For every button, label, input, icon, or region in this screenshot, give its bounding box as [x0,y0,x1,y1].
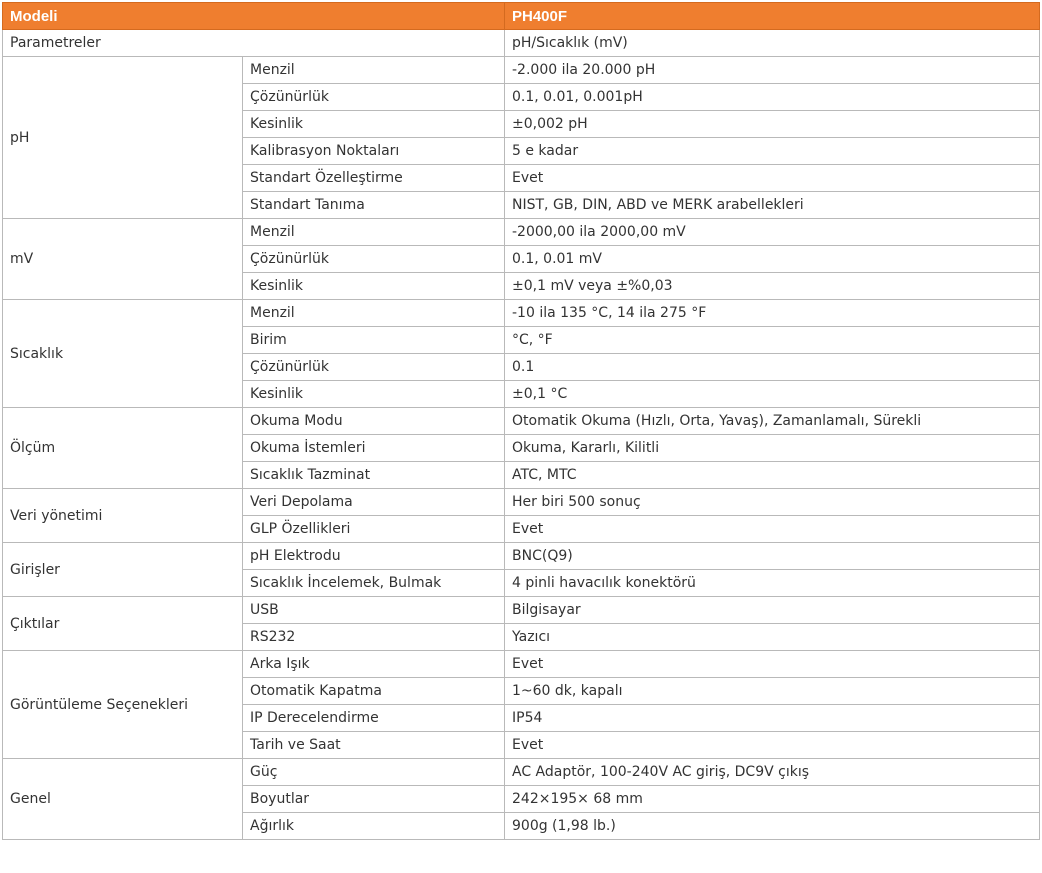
header-model-value: PH400F [505,3,1040,30]
spec-label: Sıcaklık Tazminat [243,462,505,489]
group-label: Veri yönetimi [3,489,243,543]
spec-table-body [3,3,1040,840]
spec-value: 4 pinli havacılık konektörü [505,570,1040,597]
table-row [3,597,1040,624]
group-label: Girişler [3,543,243,597]
table-row [3,651,1040,678]
spec-value: -2.000 ila 20.000 pH [505,57,1040,84]
table-row [3,543,1040,570]
spec-label: Menzil [243,57,505,84]
spec-label: Çözünürlük [243,246,505,273]
parameters-label: Parametreler [3,30,505,57]
spec-label: RS232 [243,624,505,651]
spec-value: BNC(Q9) [505,543,1040,570]
spec-label: Çözünürlük [243,84,505,111]
spec-label: Menzil [243,219,505,246]
spec-value: -10 ila 135 °C, 14 ila 275 °F [505,300,1040,327]
table-row [3,489,1040,516]
spec-label: Birim [243,327,505,354]
spec-label: Kesinlik [243,111,505,138]
spec-label: Otomatik Kapatma [243,678,505,705]
header-row [3,3,1040,30]
group-label: Çıktılar [3,597,243,651]
header-model-label: Modeli [3,3,505,30]
spec-label: Çözünürlük [243,354,505,381]
spec-label: Standart Özelleştirme [243,165,505,192]
spec-label: Tarih ve Saat [243,732,505,759]
parameters-row [3,30,1040,57]
spec-label: Standart Tanıma [243,192,505,219]
spec-value: 242×195× 68 mm [505,786,1040,813]
table-row [3,408,1040,435]
table-row [3,759,1040,786]
spec-value: Evet [505,516,1040,543]
spec-label: Veri Depolama [243,489,505,516]
spec-label: Güç [243,759,505,786]
spec-value: Bilgisayar [505,597,1040,624]
spec-label: IP Derecelendirme [243,705,505,732]
spec-label: USB [243,597,505,624]
spec-value: Evet [505,732,1040,759]
spec-label: Menzil [243,300,505,327]
spec-value: NIST, GB, DIN, ABD ve MERK arabellekleri [505,192,1040,219]
group-label: pH [3,57,243,219]
spec-value: AC Adaptör, 100-240V AC giriş, DC9V çıkış [505,759,1040,786]
group-label: mV [3,219,243,300]
spec-value: Her biri 500 sonuç [505,489,1040,516]
spec-value: 1~60 dk, kapalı [505,678,1040,705]
table-row [3,300,1040,327]
spec-label: Okuma İstemleri [243,435,505,462]
spec-value: 5 e kadar [505,138,1040,165]
spec-label: GLP Özellikleri [243,516,505,543]
spec-label: Ağırlık [243,813,505,840]
group-label: Genel [3,759,243,840]
spec-table [2,2,1040,840]
spec-label: Kesinlik [243,381,505,408]
spec-value: ±0,002 pH [505,111,1040,138]
parameters-value: pH/Sıcaklık (mV) [505,30,1040,57]
spec-label: Sıcaklık İncelemek, Bulmak [243,570,505,597]
group-label: Görüntüleme Seçenekleri [3,651,243,759]
spec-label: Okuma Modu [243,408,505,435]
spec-value: 0.1 [505,354,1040,381]
group-label: Sıcaklık [3,300,243,408]
spec-value: Evet [505,165,1040,192]
group-label: Ölçüm [3,408,243,489]
spec-value: Yazıcı [505,624,1040,651]
spec-value: °C, °F [505,327,1040,354]
spec-value: 0.1, 0.01, 0.001pH [505,84,1040,111]
spec-value: ATC, MTC [505,462,1040,489]
spec-label: pH Elektrodu [243,543,505,570]
spec-value: Otomatik Okuma (Hızlı, Orta, Yavaş), Zamanlamalı, Sürekli [505,408,1040,435]
spec-value: ±0,1 °C [505,381,1040,408]
table-row [3,219,1040,246]
spec-value: ±0,1 mV veya ±%0,03 [505,273,1040,300]
spec-value: 900g (1,98 lb.) [505,813,1040,840]
spec-value: 0.1, 0.01 mV [505,246,1040,273]
spec-value: Evet [505,651,1040,678]
spec-value: -2000,00 ila 2000,00 mV [505,219,1040,246]
spec-label: Boyutlar [243,786,505,813]
spec-label: Kalibrasyon Noktaları [243,138,505,165]
spec-label: Kesinlik [243,273,505,300]
spec-value: Okuma, Kararlı, Kilitli [505,435,1040,462]
table-row [3,57,1040,84]
spec-label: Arka Işık [243,651,505,678]
spec-value: IP54 [505,705,1040,732]
